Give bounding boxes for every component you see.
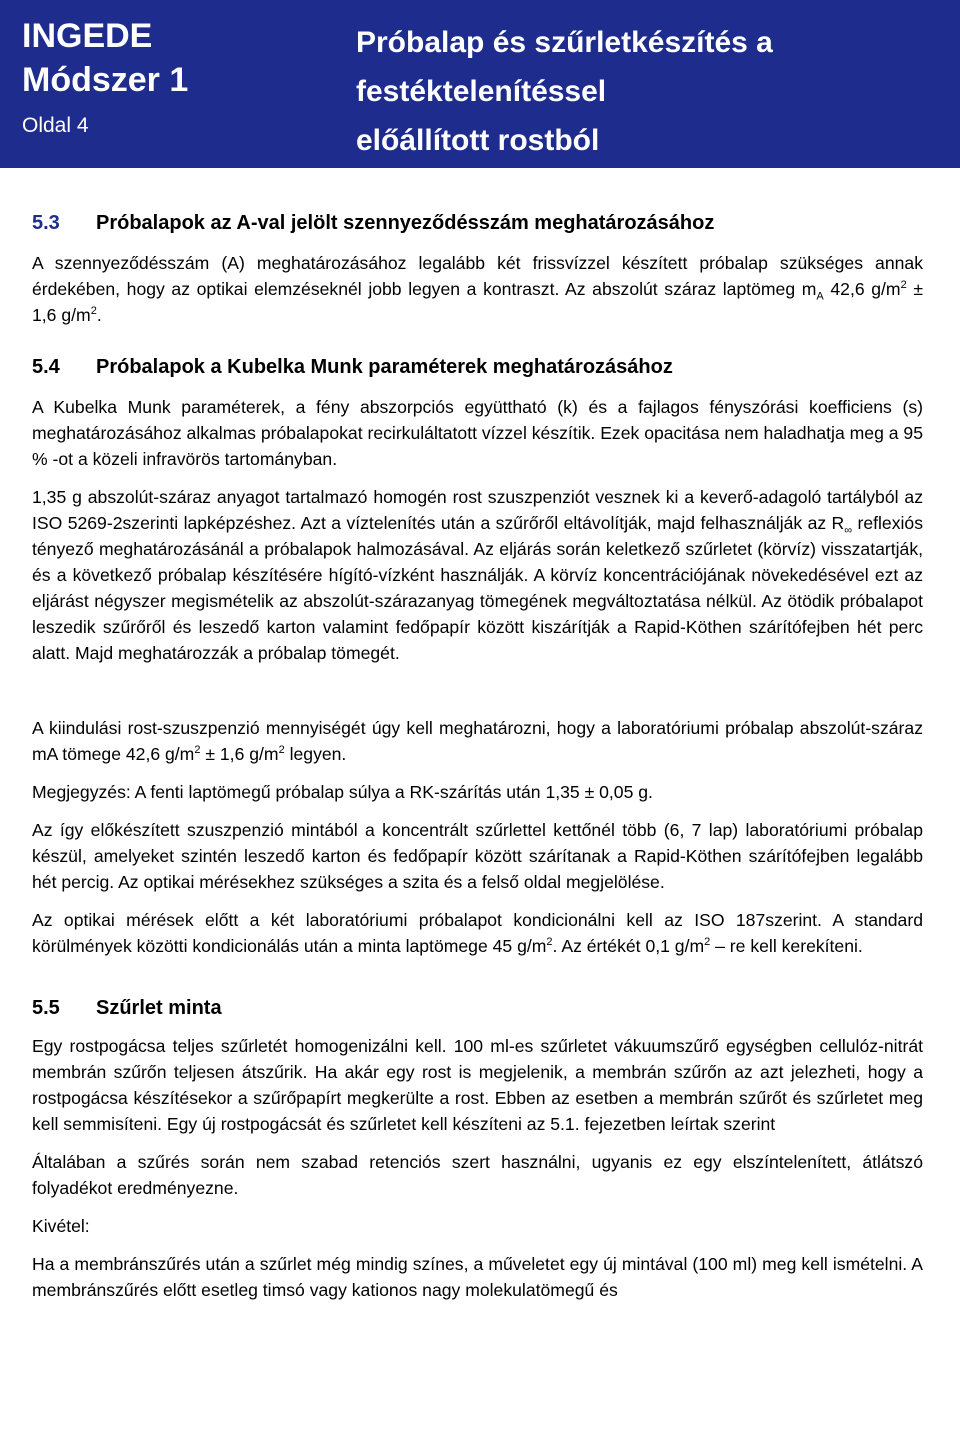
text-run: ± 1,6 g/m: [200, 744, 279, 764]
text-run: A kiindulási rost-szuszpenzió mennyiségét úgy kell meghatározni, hogy a laboratóriumi próbalap abszolút-száraz mA tömege 42,6 g/m: [32, 718, 923, 764]
text-run: A szennyeződésszám (A) meghatározásához legalább két frissvízzel készített próbalap szükséges annak érdekében, hogy az optikai elemzéseknél jobb legyen a kontraszt. Az abszolút száraz laptömeg m: [32, 253, 923, 299]
section-5-5-heading: [32, 993, 923, 1023]
section-5-4-paragraph-3: [32, 715, 923, 767]
header-title-line: Próbalap és szűrletkészítés a: [356, 26, 773, 59]
section-5-4-paragraph-1: A Kubelka Munk paraméterek, a fény abszorpciós együttható (k) és a fajlagos fényszórási koefficiens (s) meghatározásához alkalmas próbalapokat recirkuláltatott vízzel készítik. Ezek opacitása nem haladhatja meg a 95 % -ot a közeli infravörös tartományban.: [32, 397, 923, 469]
section-title: Szűrlet minta: [96, 997, 222, 1019]
superscript: 2: [546, 936, 553, 949]
superscript: 2: [704, 936, 711, 949]
text-run: 1,35 g abszolút-száraz anyagot tartalmazó homogén rost szuszpenziót vesznek ki a keverő-adagoló tartályból az ISO 5269-2szerinti lapképzéshez. Azt a víztelenítés után a szűrőről eltávolítják, majd felhasználják az R: [32, 487, 923, 533]
subscript: ∞: [844, 524, 853, 537]
text-run: legyen.: [284, 744, 347, 764]
text-run: – re kell kerekíteni.: [710, 936, 863, 956]
superscript: 2: [900, 279, 907, 292]
section-5-4-paragraph-4: Az így előkészített szuszpenzió mintából a koncentrált szűrlettel kettőnél több (6, 7 lap) laboratóriumi próbalap készül, amelyeket szintén leszedő karton és fedőpapír között szárítanak a Rapid-Köthen szárítófejben legalább hét percig. Az optikai mérésekhez szükséges a szita és a felső oldal megjelölése.: [32, 820, 923, 892]
section-5-4-heading: [32, 352, 923, 382]
section-number: 5.4: [32, 356, 60, 378]
section-5-4-paragraph-5: [32, 907, 923, 959]
header-title-line: festéktelenítéssel: [356, 75, 607, 108]
section-title: Próbalapok az A-val jelölt szennyeződésszám meghatározásához: [96, 212, 715, 234]
header-method-line2: Módszer 1: [22, 61, 189, 99]
header-document-title: [356, 18, 916, 165]
text-run: Az optikai mérések előtt a két laboratóriumi próbalapot kondicionálni kell az ISO 187szerint. A standard körülmények közötti kondicionálás után a minta laptömege 45 g/m: [32, 910, 923, 956]
section-5-4-paragraph-2: [32, 484, 923, 666]
section-number: 5.5: [32, 997, 60, 1019]
superscript: 2: [90, 305, 97, 318]
header-title-line: előállított rostból: [356, 124, 600, 157]
section-5-3-paragraph: [32, 250, 923, 328]
text-run: ± 1,6 g/m: [32, 279, 923, 325]
section-title: Próbalapok a Kubelka Munk paraméterek meghatározásához: [96, 356, 673, 378]
section-5-5-exception-label: Kivétel:: [32, 1216, 90, 1236]
text-run: 42,6 g/m: [823, 279, 901, 299]
page-header: [0, 0, 960, 168]
section-5-4-note: Megjegyzés: A fenti laptömegű próbalap súlya a RK-szárítás után 1,35 ± 0,05 g.: [32, 782, 653, 802]
section-5-5-paragraph-2: Általában a szűrés során nem szabad retenciós szert használni, ugyanis ez egy elszíntelenített, átlátszó folyadékot eredményezne.: [32, 1152, 923, 1198]
header-page-label: Oldal 4: [22, 114, 89, 137]
section-number: 5.3: [32, 212, 60, 234]
subscript: A: [816, 290, 824, 303]
section-5-5-paragraph-3: Ha a membránszűrés után a szűrlet még mindig színes, a műveletet egy új mintával (100 ml) meg kell ismételni. A membránszűrés előtt esetleg timsó vagy kationos nagy molekulatömegű és: [32, 1254, 923, 1300]
section-5-3-heading: [32, 208, 923, 238]
header-method-block: [22, 14, 188, 138]
text-run: .: [96, 305, 102, 325]
superscript: 2: [194, 744, 201, 757]
text-run: reflexiós tényező meghatározásánál a próbalapok halmozásával. Az eljárás során keletkező szűrletet (körvíz) visszatartják, és a következő próbalap készítésére hígító-vízként használják. A körvíz koncentrációjának növekedésével ezt az eljárást négyszer megismételik az abszolút-szárazanyag tömegének megváltoztatása nélkül. Az ötödik próbalapot leszedik szűrőről és leszedő karton valamint fedőpapír között kiszárítják a Rapid-Köthen szárítófejben hét perc alatt. Majd meghatározzák a próbalap tömegét.: [32, 513, 923, 663]
document-body: [32, 208, 923, 1303]
text-run: . Az értékét 0,1 g/m: [552, 936, 705, 956]
section-5-5-paragraph-1: Egy rostpogácsa teljes szűrletét homogenizálni kell. 100 ml-es szűrletet vákuumszűrő egységben cellulóz-nitrát membrán szűrőn teljesen átszűrik. Ha akár egy rost is megjelenik, a membrán szűrőn az azt jelezheti, hogy a rostpogácsa készítésekor a szűrőpapírt megkerülte a rost. Ebben az esetben a membrán szűrőt és szűrletet meg kell semmisíteni. Egy új rostpogácsát és szűrletet kell készíteni az 5.1. fejezetben leírtak szerint: [32, 1036, 923, 1134]
header-method-line1: INGEDE: [22, 17, 153, 55]
superscript: 2: [278, 744, 285, 757]
